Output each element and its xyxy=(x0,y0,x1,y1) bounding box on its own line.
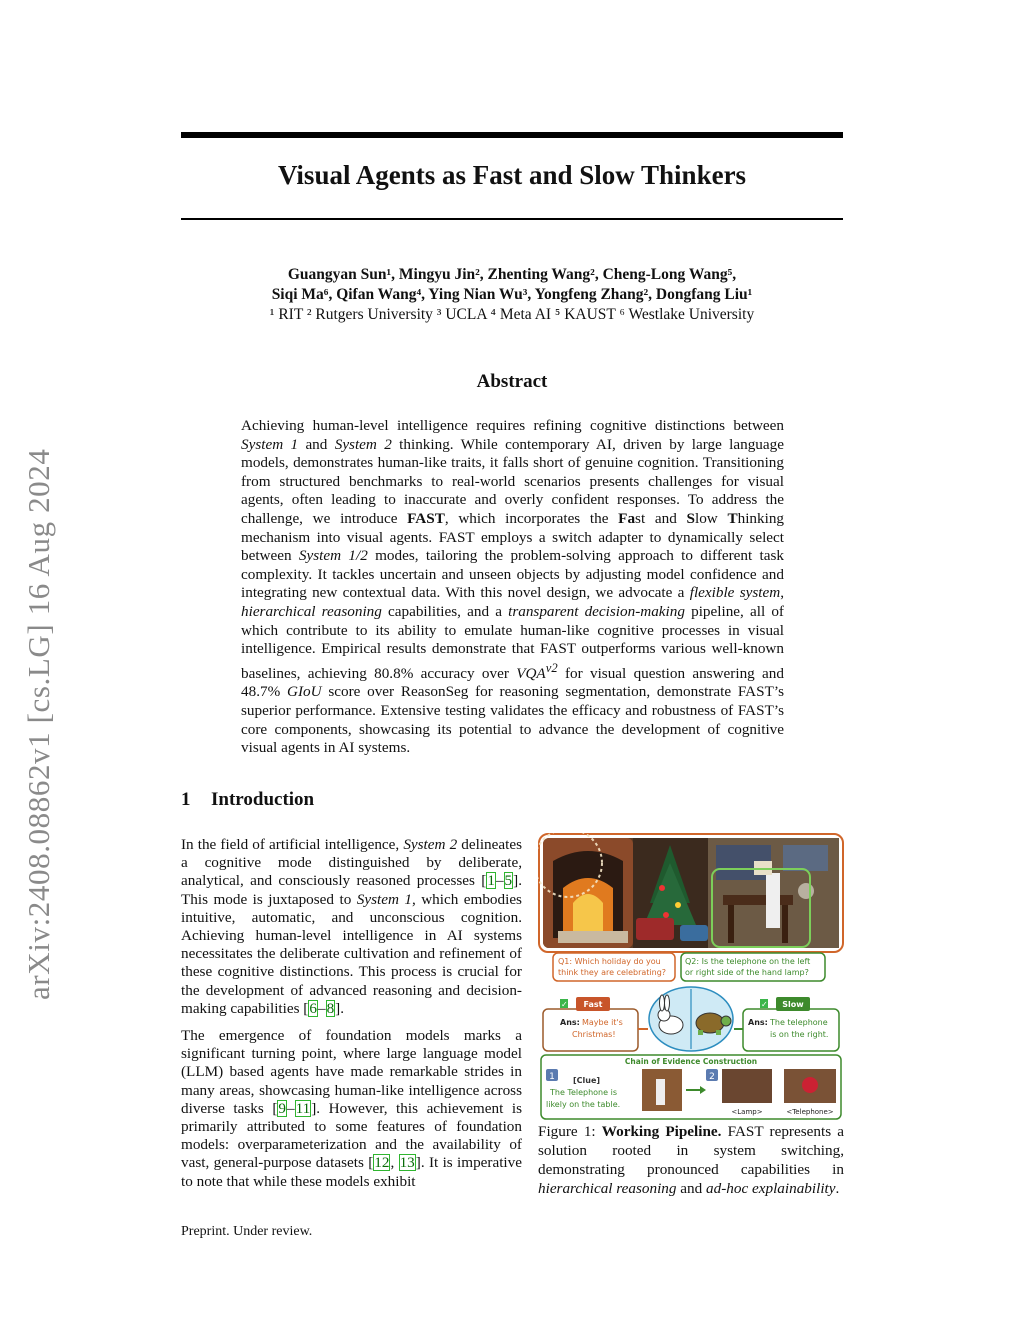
question-1-line-1: Q1: Which holiday do you xyxy=(558,957,661,966)
introduction-text xyxy=(181,836,522,1200)
clue-line-2: likely on the table. xyxy=(546,1100,621,1109)
step-2-badge: 2 xyxy=(709,1072,715,1082)
title-rule-bottom xyxy=(181,218,843,220)
author-line-2: Siqi Ma⁶, Qifan Wang⁴, Ying Nian Wu³, Yongfeng Zhang², Dongfang Liu¹ xyxy=(271,286,753,303)
footer-note: Preprint. Under review. xyxy=(181,1224,313,1239)
fast-name: FAST xyxy=(407,509,445,527)
citation-link[interactable]: 12 xyxy=(374,1154,390,1172)
clue-line-1: The Telephone is xyxy=(550,1088,617,1097)
abstract-text: Achieving human-level intelligence requires refining cognitive distinctions between System 1 and System 2 thinking. While contemporary AI, driven by large language models, demonstrates human-like traits, it falls short of genuine cognition. Transitioning from structured benchmarks to real-world scenarios presents challenges for visual agents, often leading to inaccurate and overly confident responses. To address the challenge, we introduce FAST, which incorporates the Fast and Slow Thinking mechanism into visual agents. FAST employs a switch adapter to dynamically select between System 1/2 modes, tailoring the problem-solving approach to different task complexity. It tackles uncertain and unseen objects by adjusting model confidence and integrating new contextual data. With this novel design, we advocate a flexible system, hierarchical reasoning capabilities, and a transparent decision-making pipeline, all of which contribute to its ability to emulate human-like cognitive processes in visual intelligence. Empirical results demonstrate that FAST outperforms various well-known baselines, achieving 80.8% accuracy over $VQA^{v2}$ for visual question answering and 48.7% GIoU score over ReasonSeg for reasoning segmentation, demonstrate FAST’s superior performance. Extensive testing validates the efficacy and robustness of FAST’s core components, showcasing its potential to advance the development of cognitive visual agents in AI systems. xyxy=(241,417,785,757)
citation-link[interactable]: 5 xyxy=(504,872,513,890)
answer-fast-line-1: Maybe it's xyxy=(582,1018,623,1027)
citation-link[interactable]: 1 xyxy=(487,872,495,890)
author-block xyxy=(181,265,843,325)
svg-text:✓: ✓ xyxy=(761,1000,768,1009)
citation-link[interactable]: 9 xyxy=(278,1099,287,1117)
question-2-line-2: or right side of the hand lamp? xyxy=(685,968,809,977)
citation-link[interactable]: 8 xyxy=(326,999,335,1017)
figure-1-caption: Figure 1: Working Pipeline. FAST represents a solution rooted in system switching, demonstrating pronounced capabilities in hierarchical reasoning and ad-hoc explainability. xyxy=(538,1123,845,1197)
step-1-badge: 1 xyxy=(549,1072,555,1082)
citation-link[interactable]: 11 xyxy=(295,1099,311,1117)
affiliations: ¹ RIT ² Rutgers University ³ UCLA ⁴ Meta AI ⁵ KAUST ⁶ Westlake University xyxy=(269,306,755,323)
telephone-label: <Telephone> xyxy=(786,1108,834,1116)
scene-photo xyxy=(543,838,839,948)
figure-1-pipeline xyxy=(538,833,844,1121)
paper-title: Visual Agents as Fast and Slow Thinkers xyxy=(277,160,747,190)
lamp-image xyxy=(722,1069,772,1103)
abstract-heading: Abstract xyxy=(476,371,548,392)
question-2-line-1: Q2: Is the telephone on the left xyxy=(685,957,811,966)
citation-link[interactable]: 13 xyxy=(399,1154,415,1172)
question-1-line-2: think they are celebrating? xyxy=(558,968,667,977)
svg-text:✓: ✓ xyxy=(561,1000,568,1009)
answer-fast-line-2: Christmas! xyxy=(572,1030,616,1039)
intro-paragraph-1: In the field of artificial intelligence, System 2 delineates a cognitive mode distinguished by deliberate, analytical, and consciously reasoned processes [1–5]. This mode is juxtaposed to System 1, which embodies intuitive, automatic, and unconscious cognition. Achieving human-level intelligence in AI systems necessitates the deliberate cultivation and refinement of these cognitive distinctions. This process is crucial for the development of advanced reasoning and decision-making capabilities [6–8]. xyxy=(181,836,522,1017)
section-heading-introduction: 1 Introduction xyxy=(181,789,315,810)
author-line-1: Guangyan Sun¹, Mingyu Jin², Zhenting Wang², Cheng-Long Wang⁵, xyxy=(287,266,737,283)
intro-paragraph-2: The emergence of foundation models marks a significant turning point, where large language model (LLM) based agents have made remarkable strides in many areas, showcasing human-like intelligence across diverse tasks [9–11]. However, this achievement is primarily attributed to some features of foundation models: overparameterization and the availability of vast, general-purpose datasets [12, 13]. It is imperative to note that while these models exhibit xyxy=(181,1027,522,1190)
answer-slow-line-2: is on the right. xyxy=(770,1030,829,1039)
citation-link[interactable]: 6 xyxy=(309,999,317,1017)
answer-slow-label: Ans: xyxy=(748,1018,768,1027)
lamp-label: <Lamp> xyxy=(731,1108,763,1116)
answer-slow-line-1: The telephone xyxy=(770,1018,828,1027)
answer-fast-label: Ans: xyxy=(560,1018,580,1027)
fast-badge: Fast xyxy=(583,1000,603,1009)
slow-badge: Slow xyxy=(782,1000,804,1009)
chain-title: Chain of Evidence Construction xyxy=(624,1057,758,1066)
title-rule-top xyxy=(181,132,843,138)
arxiv-stamp: arXiv:2408.08862v1 [cs.LG] 16 Aug 2024 xyxy=(21,448,56,1000)
clue-label: [Clue] xyxy=(573,1076,601,1085)
